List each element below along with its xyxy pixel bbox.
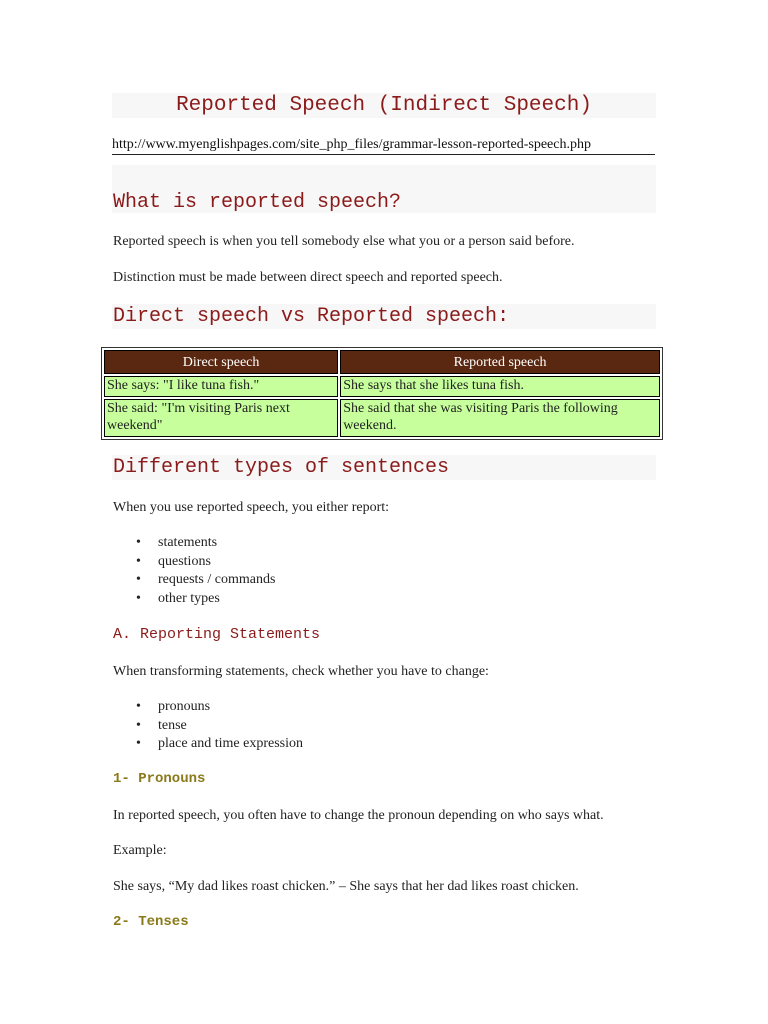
- sentence-types-list: [136, 534, 275, 608]
- example-sentence: She says, “My dad likes roast chicken.” – She says that her dad likes roast chicken.: [113, 879, 579, 894]
- table-cell: She said that she was visiting Paris the following weekend.: [340, 399, 660, 437]
- heading-direct-vs-reported: Direct speech vs Reported speech:: [113, 305, 510, 328]
- table-cell: She says: "I like tuna fish.": [104, 376, 338, 397]
- bullet-icon: •: [136, 535, 141, 550]
- heading-what-is: What is reported speech?: [113, 191, 402, 214]
- table-header-row: [104, 350, 660, 374]
- bullet-icon: •: [136, 717, 141, 733]
- paragraph: Distinction must be made between direct speech and reported speech.: [113, 270, 503, 285]
- list-item: • tense: [136, 717, 303, 736]
- table-row: [104, 399, 660, 437]
- speech-comparison-table: [101, 347, 663, 440]
- table-cell: She says that she likes tuna fish.: [340, 376, 660, 397]
- table-header: Direct speech: [104, 350, 338, 374]
- paragraph: When you use reported speech, you either report:: [113, 500, 390, 515]
- list-item: • questions: [136, 553, 275, 572]
- list-item: • place and time expression: [136, 735, 303, 754]
- heading-pronouns: 1- Pronouns: [113, 771, 206, 787]
- table-cell: She said: "I'm visiting Paris next weekend": [104, 399, 338, 437]
- page-title: Reported Speech (Indirect Speech): [176, 94, 592, 117]
- example-label: Example:: [113, 843, 167, 858]
- heading-tenses: 2- Tenses: [113, 914, 189, 930]
- bullet-icon: •: [136, 736, 141, 752]
- bullet-icon: •: [136, 699, 141, 714]
- source-url[interactable]: http://www.myenglishpages.com/site_php_files/grammar-lesson-reported-speech.php: [112, 137, 655, 155]
- table-header: Reported speech: [340, 350, 660, 374]
- table-row: [104, 376, 660, 397]
- bullet-icon: •: [136, 590, 141, 606]
- bullet-icon: •: [136, 553, 141, 569]
- paragraph: Reported speech is when you tell somebody else what you or a person said before.: [113, 234, 575, 249]
- list-item: • pronouns: [136, 698, 303, 717]
- paragraph: When transforming statements, check whether you have to change:: [113, 664, 489, 679]
- heading-reporting-statements: A. Reporting Statements: [113, 626, 321, 643]
- change-checklist: [136, 698, 303, 754]
- paragraph: In reported speech, you often have to change the pronoun depending on who says what.: [113, 808, 604, 823]
- heading-types: Different types of sentences: [113, 456, 450, 479]
- list-item: • other types: [136, 590, 275, 609]
- list-item: • statements: [136, 534, 275, 553]
- bullet-icon: •: [136, 572, 141, 588]
- list-item: • requests / commands: [136, 571, 275, 590]
